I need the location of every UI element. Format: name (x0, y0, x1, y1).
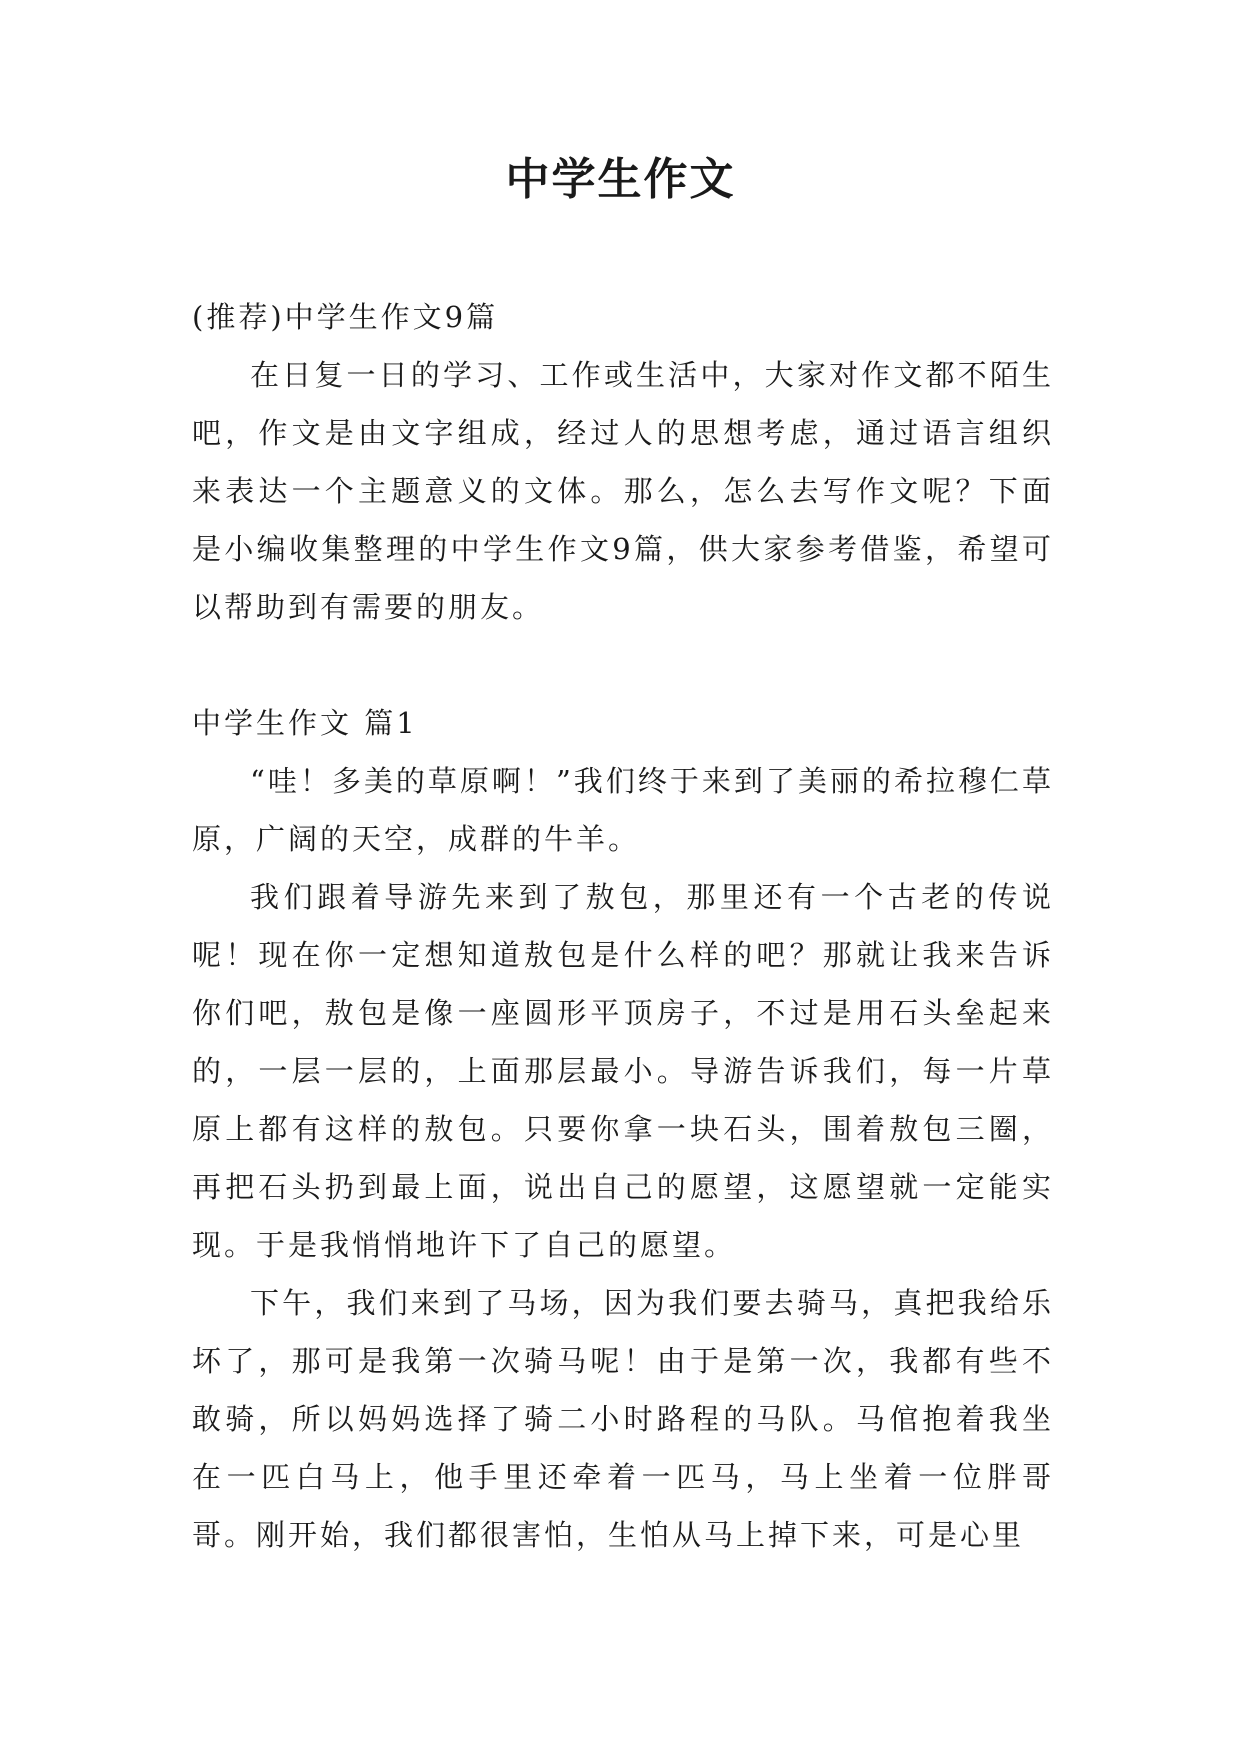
body-paragraph: 下午，我们来到了马场，因为我们要去骑马，真把我给乐坏了，那可是我第一次骑马呢！由于是第一次，我都有些不敢骑，所以妈妈选择了骑二小时路程的马队。马倌抱着我坐在一匹白马上，他手里还牵着一匹马，马上坐着一位胖哥哥。刚开始，我们都很害怕，生怕从马上掉下来，可是心里 (192, 1286, 1054, 1552)
body-paragraph: “哇！多美的草原啊！”我们终于来到了美丽的希拉穆仁草原，广阔的天空，成群的牛羊。 (192, 764, 1054, 856)
intro-heading: (推荐)中学生作文9篇 (192, 300, 499, 334)
section-heading: 中学生作文 篇1 (192, 706, 418, 740)
intro-paragraph: 在日复一日的学习、工作或生活中，大家对作文都不陌生吧，作文是由文字组成，经过人的思想考虑，通过语言组织来表达一个主题意义的文体。那么，怎么去写作文呢？下面是小编收集整理的中学生作文9篇，供大家参考借鉴，希望可以帮助到有需要的朋友。 (192, 358, 1054, 624)
section-spacer (192, 636, 1054, 694)
page-title: 中学生作文 (505, 154, 736, 205)
body-paragraph: 我们跟着导游先来到了敖包，那里还有一个古老的传说呢！现在你一定想知道敖包是什么样的吧？那就让我来告诉你们吧，敖包是像一座圆形平顶房子，不过是用石头垒起来的，一层一层的，上面那层最小。导游告诉我们，每一片草原上都有这样的敖包。只要你拿一块石头，围着敖包三圈，再把石头扔到最上面，说出自己的愿望，这愿望就一定能实现。于是我悄悄地许下了自己的愿望。 (192, 880, 1054, 1262)
document-body (192, 288, 1054, 1564)
